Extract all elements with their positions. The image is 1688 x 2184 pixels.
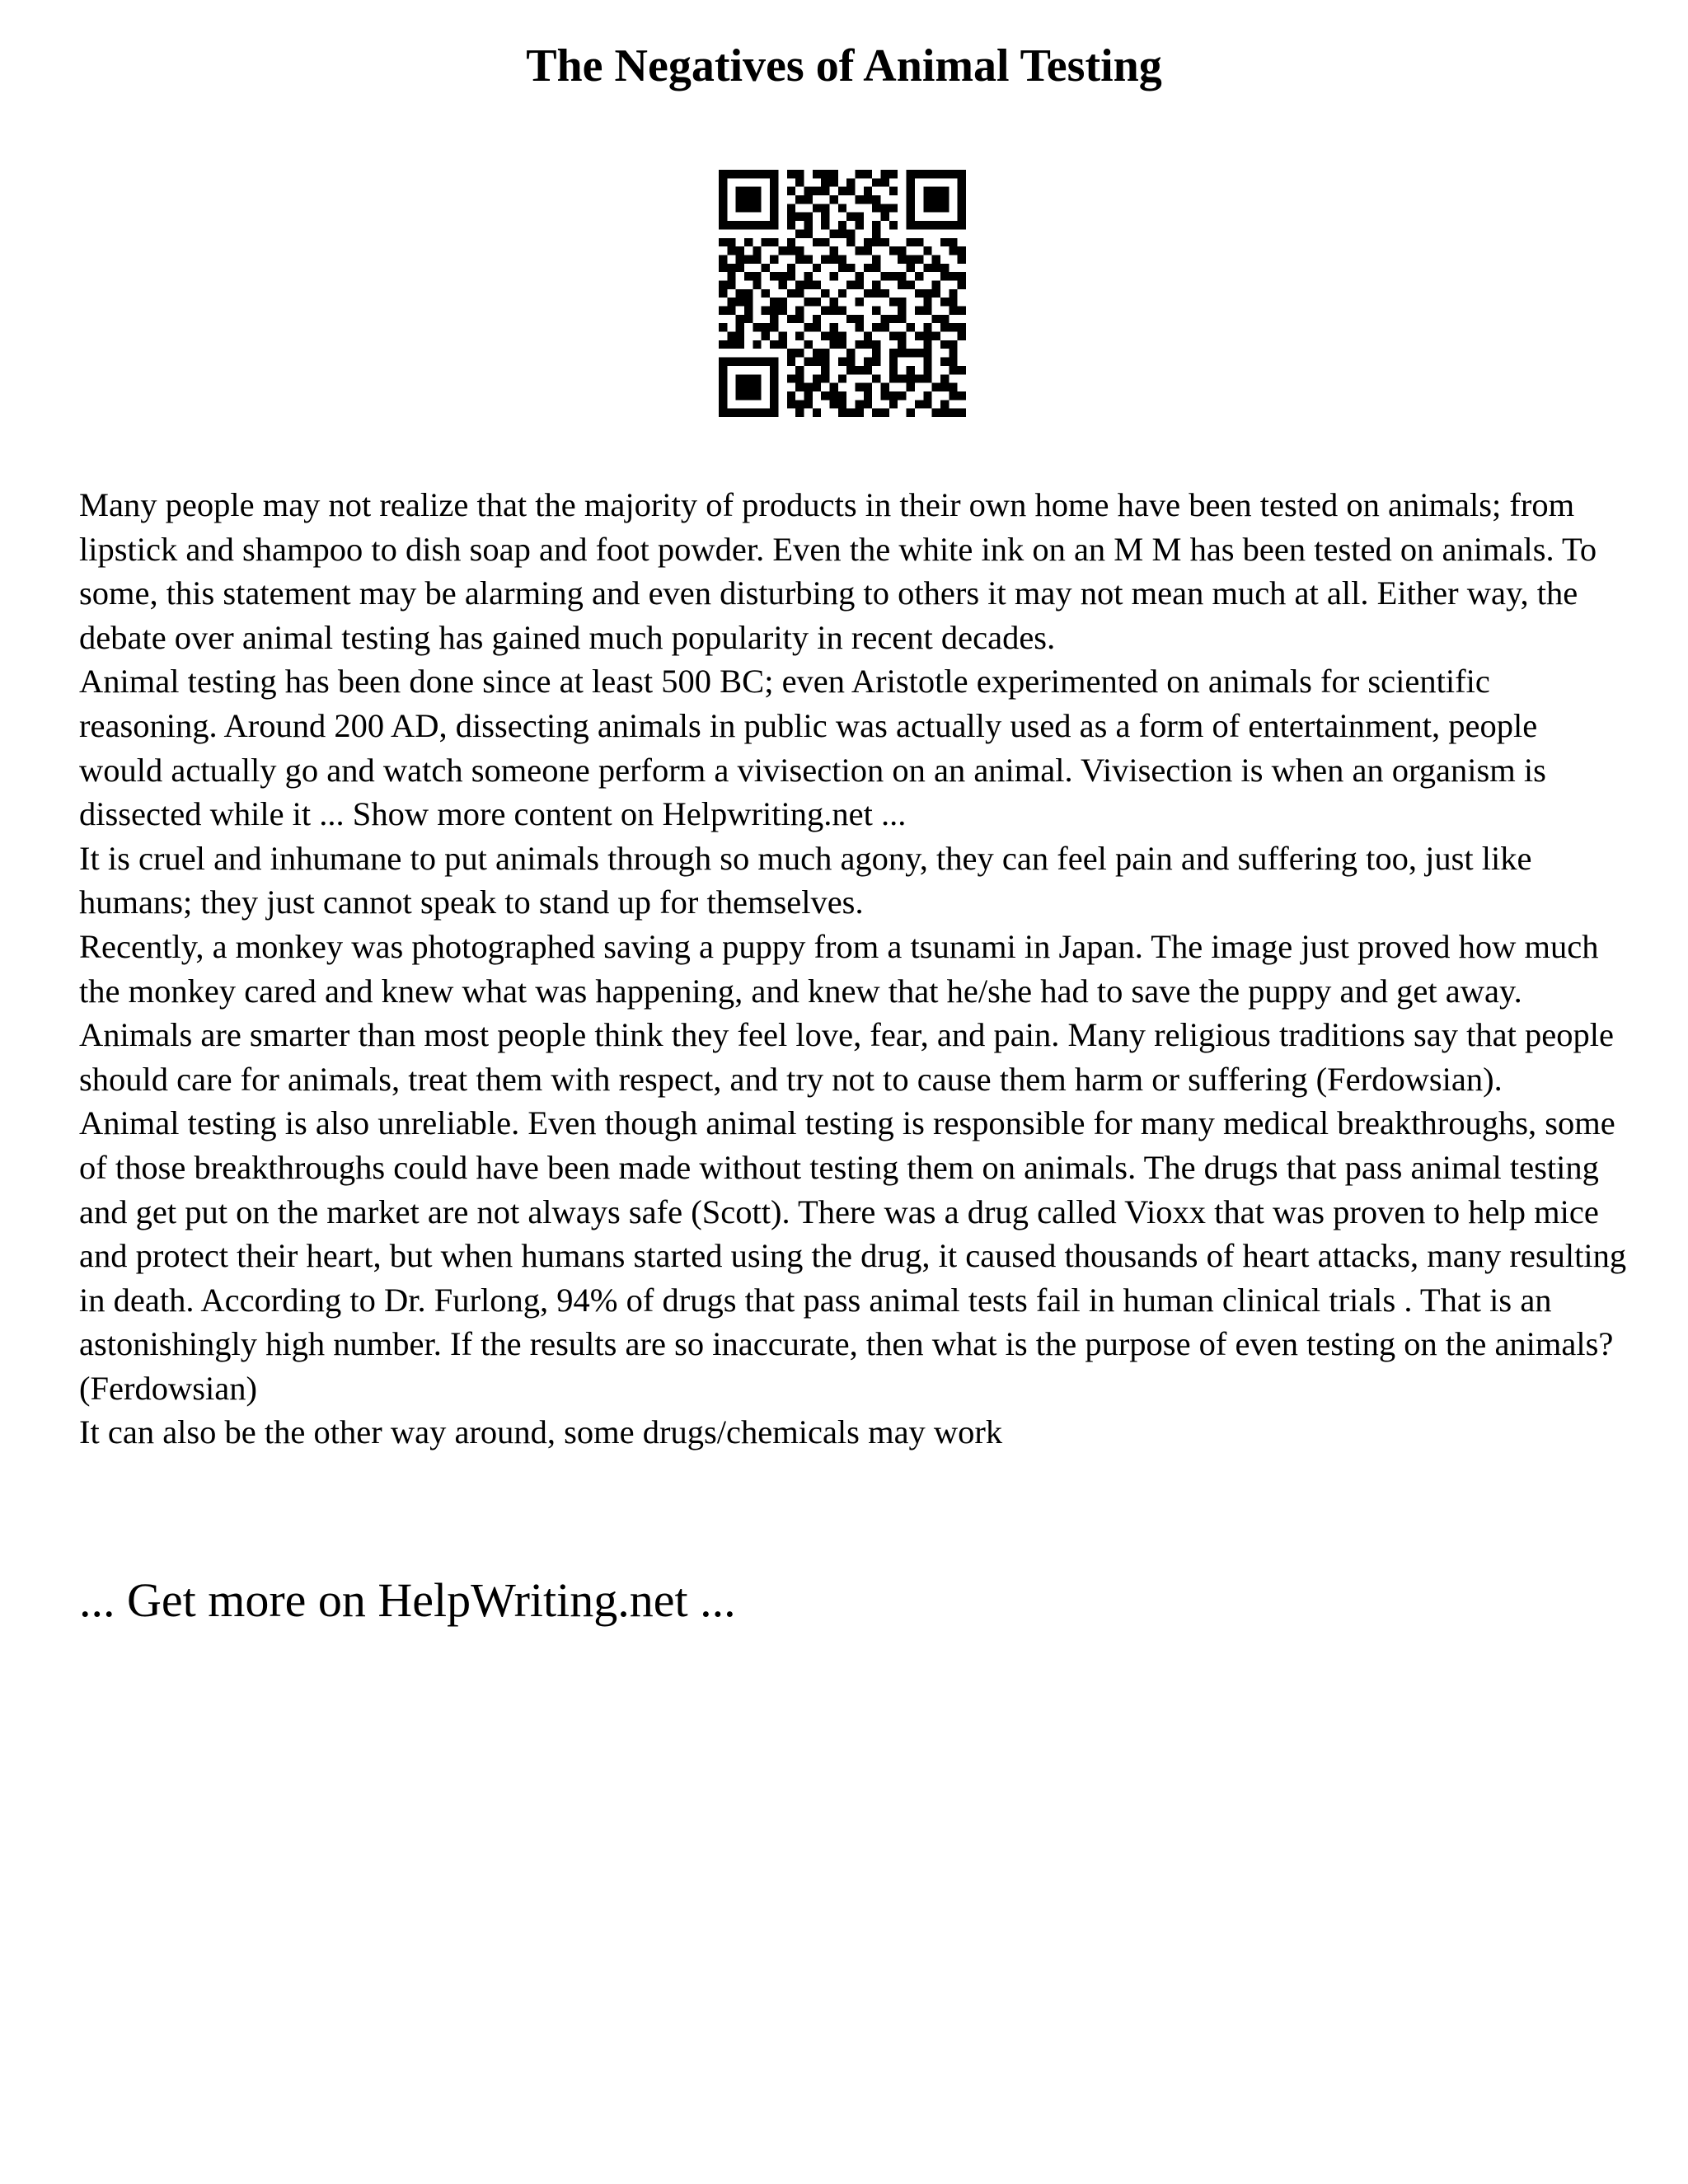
qr-code-image xyxy=(719,170,966,417)
paragraph: It can also be the other way around, some drugs/chemicals may work xyxy=(79,1413,1003,1451)
paragraph: Many people may not realize that the majority of products in their own home have been tested on animals; from lipstick and shampoo to dish soap and foot powder. Even the white ink on an M M has been tested on animals. To some, this statement may be alarming and even disturbing to others it may not mean much at all. Either way, the debate over animal testing has gained much popularity in recent decades. xyxy=(79,486,1597,656)
paragraph: Animal testing has been done since at least 500 BC; even Aristotle experimented on animals for scientific reasoning. Around 200 AD, dissecting animals in public was actually used as a form of entertainment, people would actually go and watch someone perform a vivisection on an animal. Vivisection is when an organism is dissected while it ... Show more content on Helpwriting.net ... xyxy=(79,663,1546,833)
paragraph: Recently, a monkey was photographed saving a puppy from a tsunami in Japan. The image just proved how much the monkey cared and knew what was happening, and knew that he/she had to save the puppy and get away. Animals are smarter than most people think they feel love, fear, and pain. Many religious traditions say that people should care for animals, treat them with respect, and try not to cause them harm or suffering (Ferdowsian). xyxy=(79,927,1614,1098)
document-title: The Negatives of Animal Testing xyxy=(526,40,1162,91)
get-more-link[interactable]: ... Get more on HelpWriting.net ... xyxy=(79,1573,736,1627)
paragraph: Animal testing is also unreliable. Even though animal testing is responsible for many medical breakthroughs, some of those breakthroughs could have been made without testing them on animals. The drugs that pass animal testing and get put on the market are not always safe (Scott). There was a drug called Vioxx that was proven to help mice and protect their heart, but when humans started using the drug, it caused thousands of heart attacks, many resulting in death. According to Dr. Furlong, 94% of drugs that pass animal tests fail in human clinical trials . That is an astonishingly high number. If the results are so inaccurate, then what is the purpose of even testing on the animals? (Ferdowsian) xyxy=(79,1104,1627,1407)
article-body xyxy=(79,483,1629,1455)
paragraph: It is cruel and inhumane to put animals through so much agony, they can feel pain and suffering too, just like humans; they just cannot speak to stand up for themselves. xyxy=(79,839,1532,921)
